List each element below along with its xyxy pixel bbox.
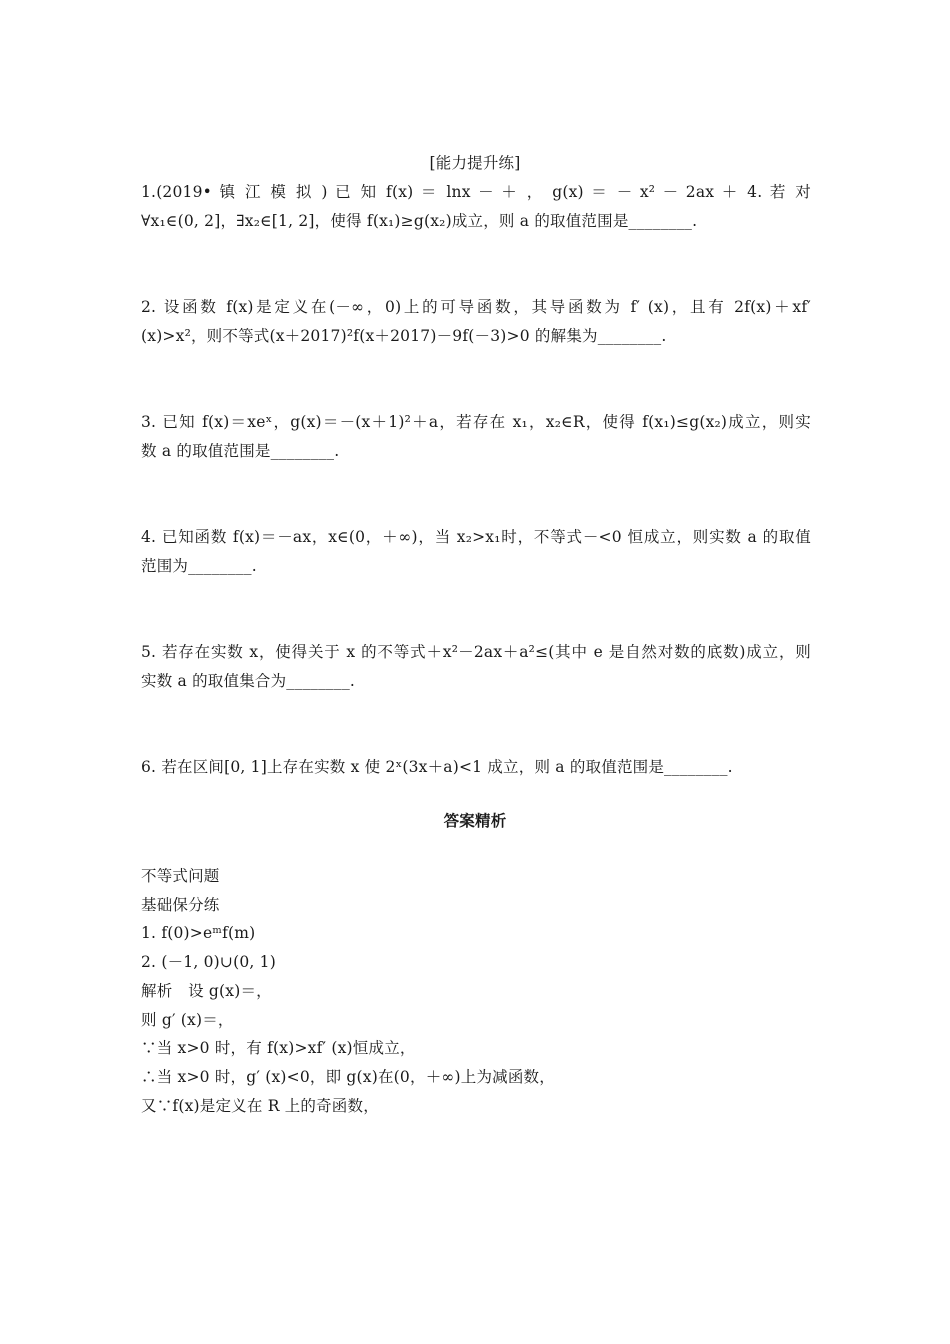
problem-6-line-1: 6. 若在区间[0, 1]上存在实数 x 使 2ˣ(3x＋a)<1 成立，则 a 的取值范围是________. (141, 758, 733, 776)
answer-line: 基础保分练 (141, 896, 220, 914)
problem-4-line-1: 4. 已知函数 f(x)＝－ax，x∈(0，＋∞)，当 x₂>x₁时，不等式－<0 恒成立，则实数 a 的取值 (141, 528, 811, 546)
problem-4-line-2: 范围为________. (141, 557, 257, 575)
problem-1-line-2: ∀x₁∈(0, 2]，∃x₂∈[1, 2]，使得 f(x₁)≥g(x₂)成立，则 a 的取值范围是________. (141, 212, 698, 230)
problem-1-line-1: 1.(2019• 镇 江 模 拟 ) 已 知 f(x) ＝ lnx － ＋ ， g(x) ＝ － x² － 2ax ＋ 4. 若 对 (141, 183, 811, 201)
problem-2-line-2: (x)>x²，则不等式(x＋2017)²f(x＋2017)－9f(－3)>0 的解集为________. (141, 327, 667, 345)
answer-line: 又∵f(x)是定义在 R 上的奇函数， (141, 1097, 379, 1115)
problem-2-line-1: 2. 设函数 f(x)是定义在(－∞，0)上的可导函数，其导函数为 f′ (x)，且有 2f(x)＋xf′ (141, 298, 811, 316)
answer-line: ∴当 x>0 时，g′ (x)<0，即 g(x)在(0，＋∞)上为减函数， (141, 1068, 555, 1086)
section-title: [能力提升练] (429, 154, 521, 172)
problem-3-line-2: 数 a 的取值范围是________. (141, 442, 340, 460)
answer-line: 2. (－1, 0)∪(0, 1) (141, 953, 276, 971)
answer-line: 解析 设 g(x)＝， (141, 982, 272, 1000)
answer-line: ∵当 x>0 时，有 f(x)>xf′ (x)恒成立， (141, 1039, 416, 1057)
answer-heading: 答案精析 (443, 811, 507, 830)
problem-3-line-1: 3. 已知 f(x)＝xeˣ，g(x)＝－(x＋1)²＋a，若存在 x₁，x₂∈R，使得 f(x₁)≤g(x₂)成立，则实 (141, 413, 811, 431)
answer-line: 则 g′ (x)＝， (141, 1011, 234, 1029)
problem-5-line-1: 5. 若存在实数 x，使得关于 x 的不等式＋x²－2ax＋a²≤(其中 e 是自然对数的底数)成立，则 (141, 643, 811, 661)
answer-line: 不等式问题 (141, 867, 220, 885)
answer-line: 1. f(0)>eᵐf(m) (141, 924, 256, 942)
problem-5-line-2: 实数 a 的取值集合为________. (141, 672, 356, 690)
